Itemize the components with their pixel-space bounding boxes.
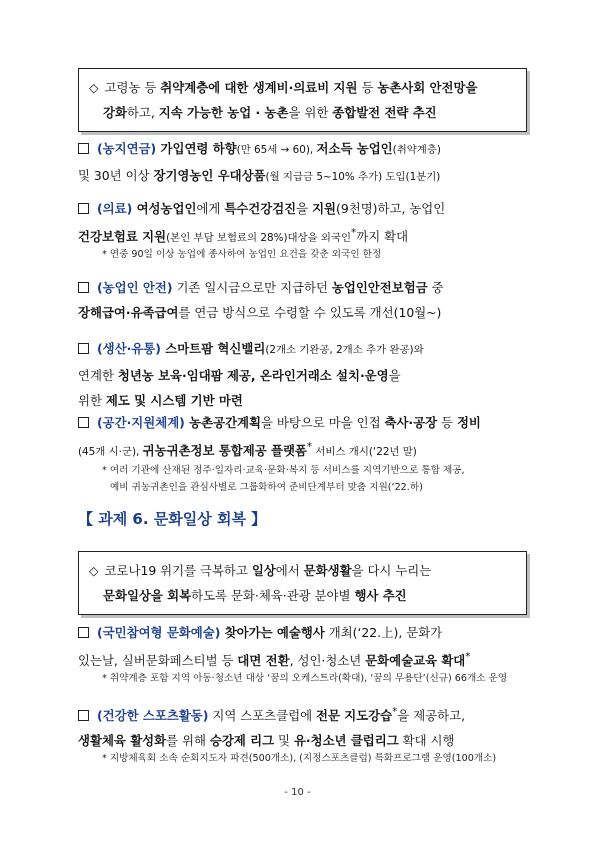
footnote: * 여러 기관에 산재된 정주·일자리·교육·문화·복지 등 서비스를 지역기반으로 통합 제공, 예비 귀농귀촌인을 관심사별로 그룹화하여 준비단계부터 맞춤 지원(‘22.하) (102, 465, 465, 493)
checkbox-square-icon (78, 203, 89, 214)
item-medical: (의료) 여성농업인에게 특수건강검진을 지원(9천명)하고, 농업인 건강보험료 지원(본인 부담 보험료의 28%)대상을 외국인*까지 확대 (78, 201, 446, 245)
summary-line-1: ◇ 고령농 등 취약계층에 대한 생계비·의료비 지원 등 농촌사회 안전망을 (89, 80, 478, 95)
item-production-distribution: (생산·유통) 스마트팜 혁신밸리(2개소 기완공, 2개소 추가 완공)와 연계한 청년농 보육·임대팜 제공, 온라인거래소 설치·운영을 위한 제도 및 시스템 기반 마련 (78, 341, 424, 408)
diamond-icon: ◇ (89, 563, 99, 578)
checkbox-square-icon (78, 143, 89, 154)
summary-box-1 (78, 68, 527, 132)
page-number: - 10 - (284, 787, 311, 798)
footnote: * 취약계층 포함 지역 아동·청소년 대상 ‘꿈의 오케스트라(확대), ‘꿈의 무용단’(신규) 66개소 운영 (102, 673, 508, 684)
footnote: * 지방체육회 소속 순회지도자 파견(500개소), (지정스포츠클럽) 특화프로그램 운영(100개소) (102, 753, 497, 764)
section-title: 【 과제 6. 문화일상 회복 】 (78, 510, 267, 528)
checkbox-square-icon (78, 417, 89, 428)
checkbox-square-icon (78, 627, 89, 638)
item-farmer-safety: (농업인 안전) 기존 일시금으로만 지급하던 농업인안전보험금 중 장해급여·유족급여를 연금 방식으로 수령할 수 있도록 개선(10월~) (78, 280, 444, 320)
item-space-support: (공간·지원체계) 농촌공간계획을 바탕으로 마을 인접 축사·공장 등 정비 (45개 시·군), 귀농귀촌정보 통합제공 플랫폼* 서비스 개시(‘22년 말) (78, 415, 481, 459)
item-farmland-pension: (농지연금) 가입연령 하향(만 65세 → 60), 저소득 농업인(취약계층) 및 30년 이상 장기영농인 우대상품(월 지급금 5~10% 추가) 도입(1분기) (78, 141, 441, 183)
checkbox-square-icon (78, 282, 89, 293)
footnote: * 연중 90일 이상 농업에 종사하여 농업인 요건을 갖춘 외국인 한정 (102, 249, 382, 260)
summary-line-1: ◇ 코로나19 위기를 극복하고 일상에서 문화생활을 다시 누리는 (89, 563, 432, 578)
summary-line-2: 강화하고, 지속 가능한 농업 · 농촌을 위한 종합발전 전략 추진 (103, 105, 437, 120)
item-culture-arts: (국민참여형 문화예술) 찾아가는 예술행사 개최(‘22.上), 문화가 있는날, 실버문화페스티벌 등 대면 전환, 성인·청소년 문화예술교육 확대* (78, 625, 471, 669)
checkbox-square-icon (78, 343, 89, 354)
diamond-icon: ◇ (89, 80, 99, 95)
summary-line-2: 문화일상을 회복하도록 문화·체육·관광 분야별 행사 추진 (103, 588, 407, 603)
item-sports: (건강한 스포츠활동) 지역 스포츠클럽에 전문 지도강습*을 제공하고, 생활체육 활성화를 위해 승강제 리그 및 유·청소년 클럽리그 확대 시행 (78, 706, 466, 749)
summary-box-2 (78, 551, 527, 615)
checkbox-square-icon (78, 710, 89, 721)
